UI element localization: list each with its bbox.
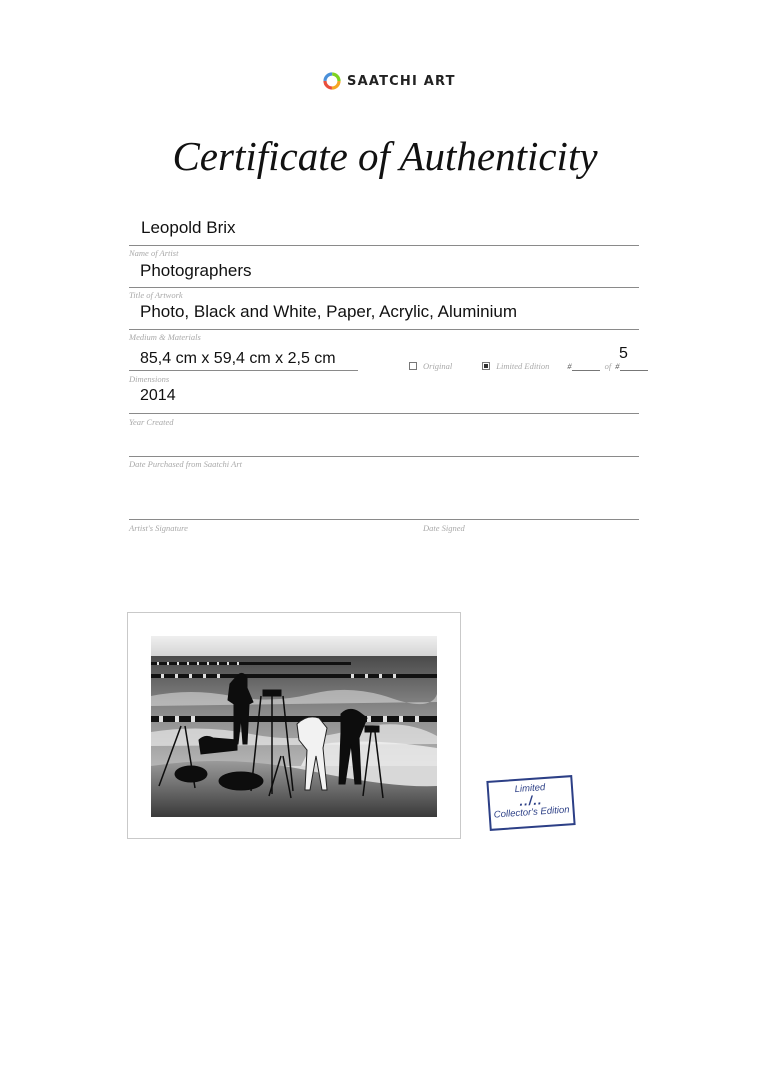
brand-name: SAATCHI ART (347, 73, 456, 89)
artwork-title-value: Photographers (140, 261, 252, 280)
artist-name-caption: Name of Artist (129, 248, 179, 258)
year-value: 2014 (140, 387, 176, 404)
medium-value: Photo, Black and White, Paper, Acrylic, Aluminium (140, 302, 518, 321)
stamp-line-2: ../.. (518, 792, 543, 809)
dimensions-caption: Dimensions (129, 374, 170, 384)
dimensions-value: 85,4 cm x 59,4 cm x 2,5 cm (140, 350, 336, 367)
certificate-title: Certificate of Authenticity (172, 133, 598, 179)
medium-caption: Medium & Materials (129, 332, 201, 342)
signature-rule (129, 519, 639, 520)
date-purchased-caption: Date Purchased from Saatchi Art (129, 459, 243, 469)
artwork-title-rule (129, 287, 639, 288)
medium-rule (129, 329, 639, 330)
year-caption: Year Created (129, 417, 174, 427)
artwork-photo-image (151, 636, 437, 817)
dimensions-rule (129, 370, 358, 371)
edition-options (409, 361, 648, 371)
year-rule (129, 413, 639, 414)
original-checkbox[interactable] (409, 362, 417, 370)
edition-number-line (572, 362, 600, 371)
date-purchased-rule (129, 456, 639, 457)
brand-logo (322, 70, 456, 92)
edition-total-prefix: # (615, 361, 620, 371)
artwork-title-caption: Title of Artwork (129, 290, 183, 300)
saatchi-ring-icon (322, 71, 342, 91)
stamp-line-1: Limited (514, 781, 546, 796)
artist-name-rule (129, 245, 639, 246)
artwork-photo (151, 636, 437, 817)
original-label: Original (423, 361, 453, 371)
artist-name-value: Leopold Brix (141, 218, 236, 237)
edition-number-prefix: # (567, 361, 572, 371)
limited-edition-stamp (486, 775, 575, 831)
date-signed-caption: Date Signed (423, 523, 465, 533)
stamp-line-3: Collector's Edition (493, 804, 570, 821)
limited-edition-checkbox[interactable] (482, 362, 490, 370)
edition-of-label: of (604, 361, 612, 371)
signature-caption: Artist's Signature (129, 523, 188, 533)
limited-edition-label: Limited Edition (496, 361, 550, 371)
edition-total-value: 5 (619, 345, 628, 362)
